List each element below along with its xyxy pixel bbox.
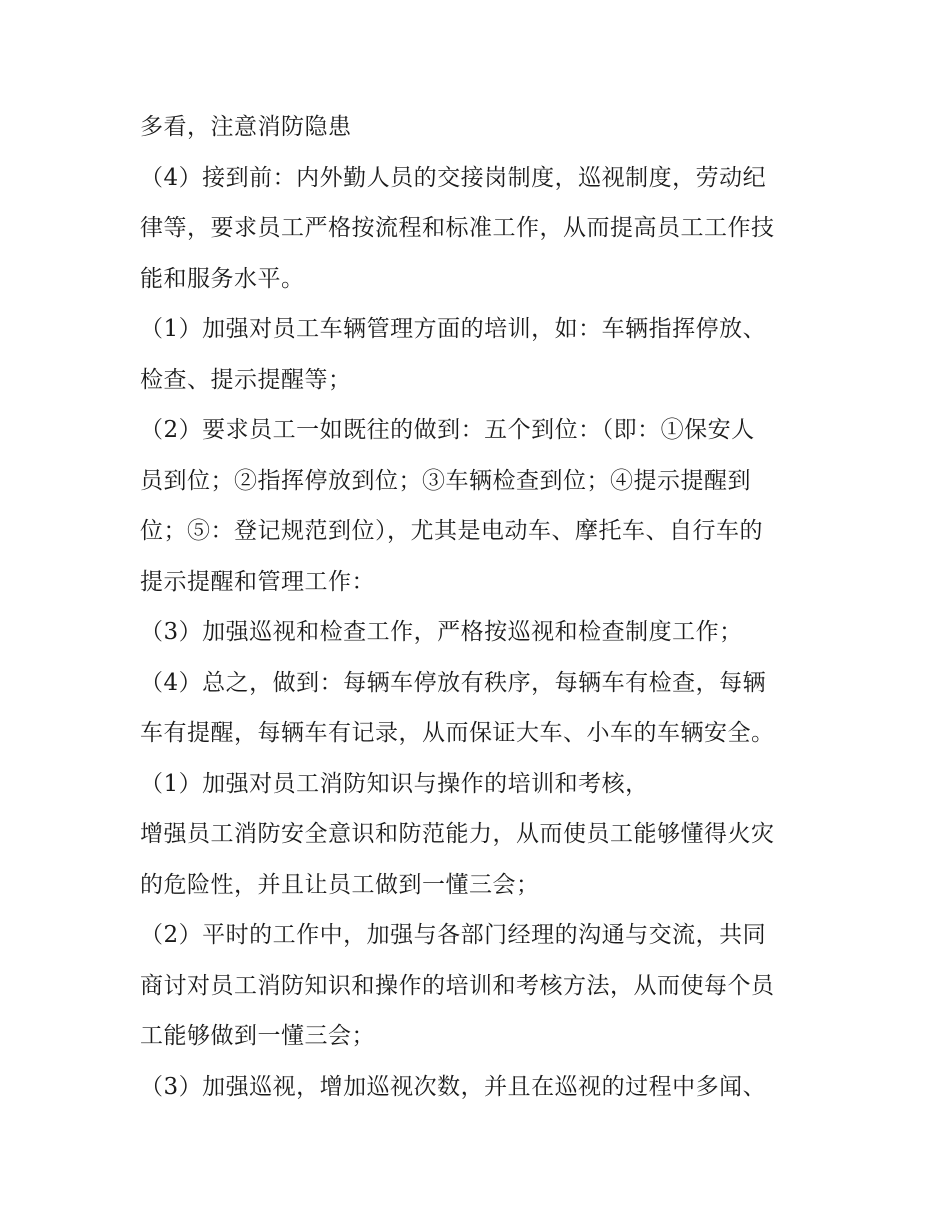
- text-line: 商讨对员工消防知识和操作的培训和考核方法，从而使每个员: [140, 972, 775, 999]
- text-line: 律等，要求员工严格按流程和标准工作，从而提高员工工作技: [140, 215, 775, 241]
- text-line: （4）接到前：内外勤人员的交接岗制度，巡视制度，劳动纪: [140, 164, 767, 191]
- text-line: 检查、提示提醒等；: [140, 366, 352, 393]
- text-line: （2）要求员工一如既往的做到：五个到位：（即：①保安人: [140, 417, 755, 443]
- text-line: 车有提醒，每辆车有记录，从而保证大车、小车的车辆安全。: [140, 720, 775, 746]
- text-line: 员到位；②指挥停放到位；③车辆检查到位；④提示提醒到: [140, 467, 751, 494]
- text-line: （1）加强对员工车辆管理方面的培训，如：车辆指挥停放、: [140, 316, 767, 342]
- text-line: 多看，注意消防隐患: [140, 114, 352, 140]
- document-body: [140, 102, 820, 1112]
- text-line: 提示提醒和管理工作：: [140, 568, 375, 595]
- text-line: （2）平时的工作中，加强与各部门经理的沟通与交流，共同: [140, 922, 767, 948]
- text-line: （3）加强巡视和检查工作，严格按巡视和检查制度工作；: [140, 619, 743, 645]
- text-line: 位；⑤：登记规范到位），尤其是电动车、摩托车、自行车的: [140, 518, 763, 544]
- text-line: 能和服务水平。: [140, 265, 305, 292]
- text-line: 增强员工消防安全意识和防范能力，从而使员工能够懂得火灾: [140, 821, 775, 847]
- text-line: （4）总之，做到：每辆车停放有秩序，每辆车有检查，每辆: [140, 669, 767, 696]
- text-line: （1）加强对员工消防知识与操作的培训和考核，: [140, 770, 649, 797]
- text-line: 工能够做到一懂三会；: [140, 1023, 375, 1049]
- text-line: （3）加强巡视，增加巡视次数，并且在巡视的过程中多闻、: [140, 1073, 767, 1100]
- text-line: 的危险性，并且让员工做到一懂三会；: [140, 871, 540, 898]
